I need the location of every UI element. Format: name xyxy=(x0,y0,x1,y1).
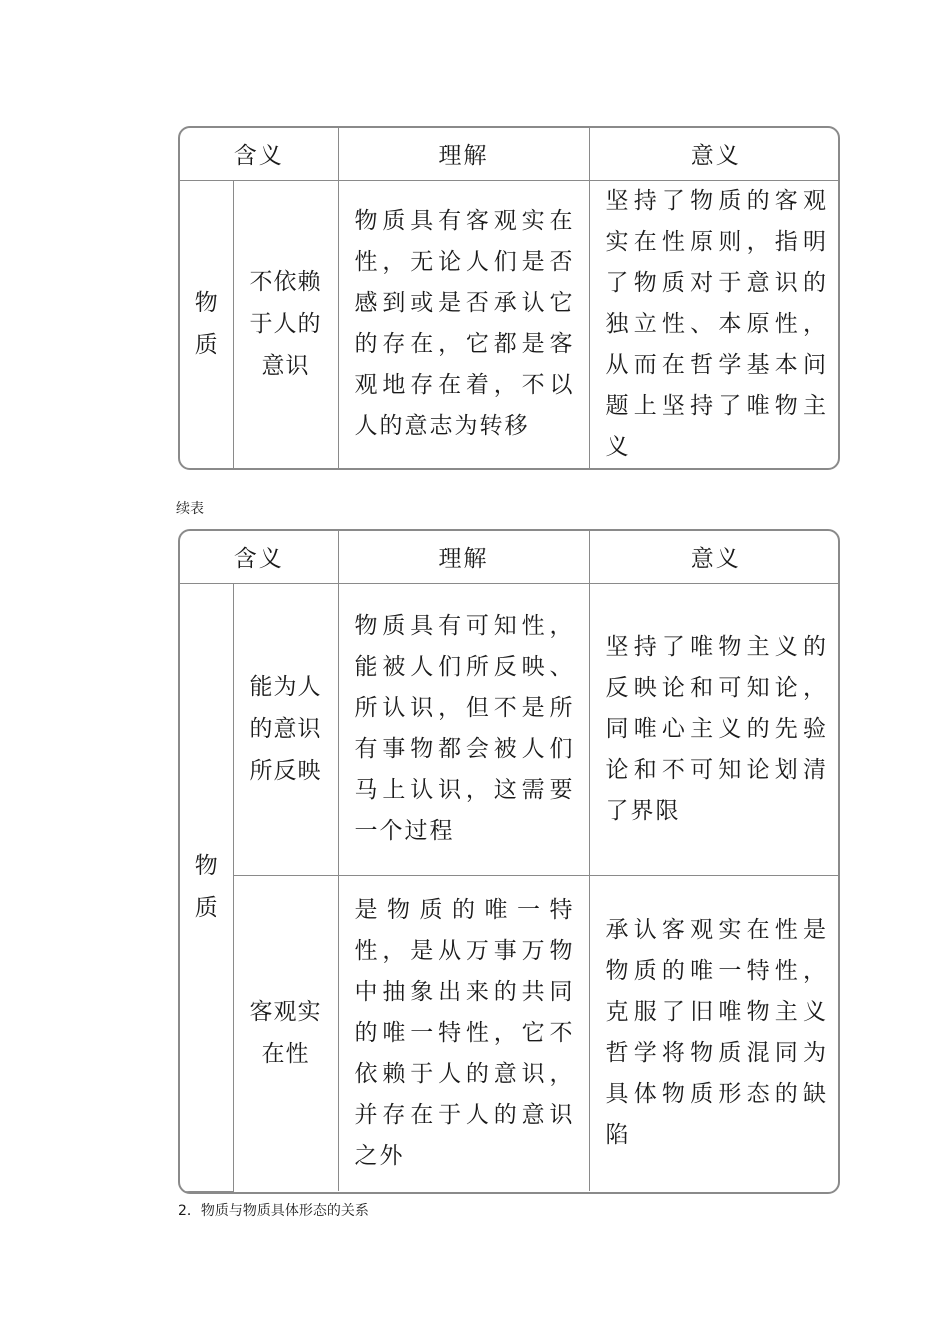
category-label: 物质 xyxy=(194,290,218,359)
significance-cell: 坚持了唯物主义的反映论和可知论，同唯心主义的先验论和不可知论划清了界限 xyxy=(589,583,840,875)
category-cell xyxy=(180,583,233,1191)
meaning-label: 不依赖于人的意识 xyxy=(249,269,322,380)
section-heading: 2．物质与物质具体形态的关系 xyxy=(178,1203,369,1219)
meaning-cell xyxy=(233,875,338,1191)
header-significance: 意义 xyxy=(589,531,840,583)
understanding-cell: 是物质的唯一特性，是从万事万物中抽象出来的共同的唯一特性，它不依赖于人的意识，并存在于人的意识之外 xyxy=(338,875,589,1191)
meaning-cell xyxy=(233,583,338,875)
table-header-row xyxy=(180,128,840,180)
meaning-cell xyxy=(233,180,338,468)
category-cell xyxy=(180,180,233,468)
header-understanding: 理解 xyxy=(338,128,589,180)
understanding-cell: 物质具有可知性，能被人们所反映、所认识，但不是所有事物都会被人们马上认识，这需要一个过程 xyxy=(338,583,589,875)
header-significance: 意义 xyxy=(589,128,840,180)
table-1 xyxy=(178,126,840,470)
table-row xyxy=(180,875,840,1191)
meaning-label: 能为人的意识所反映 xyxy=(249,674,322,784)
category-label: 物质 xyxy=(194,853,218,921)
header-understanding: 理解 xyxy=(338,531,589,583)
header-meaning: 含义 xyxy=(180,128,338,180)
significance-cell: 承认客观实在性是物质的唯一特性，克服了旧唯物主义哲学将物质混同为具体物质形态的缺陷 xyxy=(589,875,840,1191)
table-header-row xyxy=(180,531,840,583)
meaning-label: 客观实在性 xyxy=(249,999,322,1068)
continued-label: 续表 xyxy=(176,501,204,517)
table-2 xyxy=(178,529,840,1194)
table-row xyxy=(180,180,840,468)
significance-cell: 坚持了物质的客观实在性原则，指明了物质对于意识的独立性、本原性，从而在哲学基本问题上坚持了唯物主义 xyxy=(589,180,840,468)
understanding-cell: 物质具有客观实在性，无论人们是否感到或是否承认它的存在，它都是客观地存在着，不以人的意志为转移 xyxy=(338,180,589,468)
table-row xyxy=(180,583,840,875)
header-meaning: 含义 xyxy=(180,531,338,583)
